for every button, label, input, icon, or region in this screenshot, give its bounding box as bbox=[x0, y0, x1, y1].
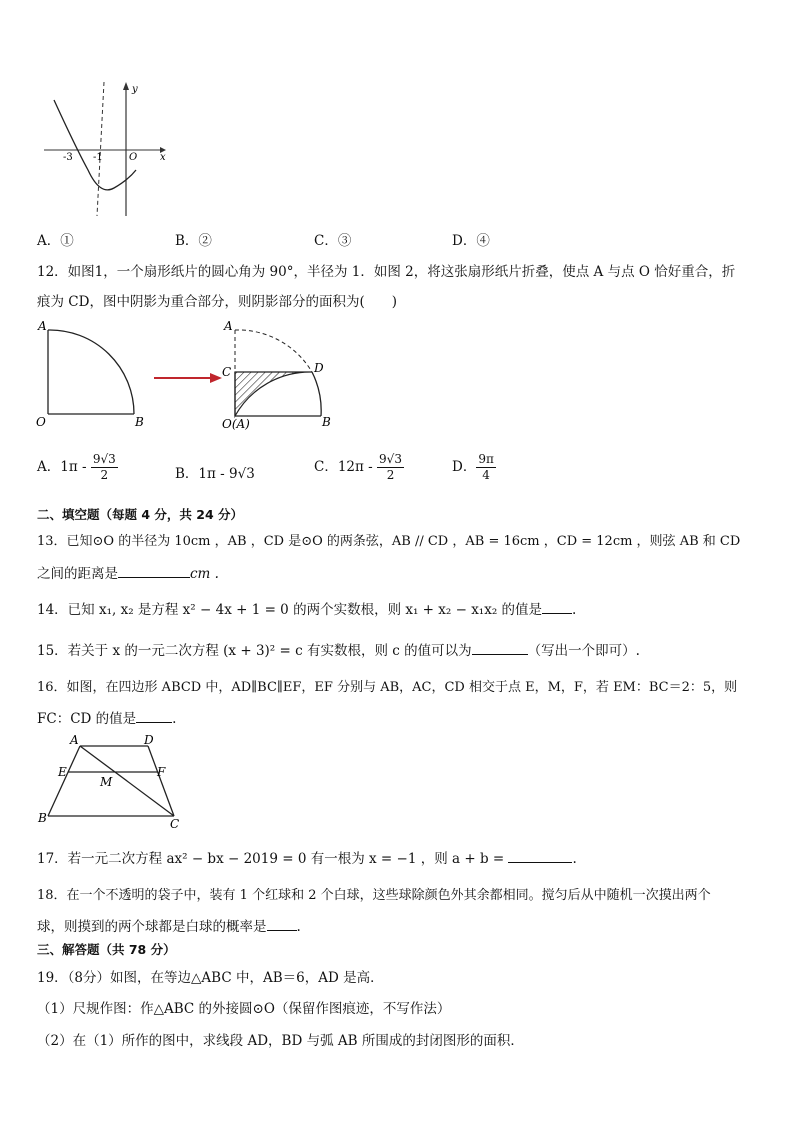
fig-label-a: A bbox=[70, 733, 79, 747]
q16-line1: 16．如图，在四边形 ABCD 中，AD∥BC∥EF，EF 分别与 AB，AC，CD 相交于点 E，M，F，若 EM：BC＝2：5，则 bbox=[37, 680, 738, 695]
q12-line2: 痕为 CD，图中阴影为重合部分，则阴影部分的面积为( ) bbox=[37, 294, 397, 310]
fig1-label-o: O bbox=[36, 415, 46, 429]
q19-line2: （1）尺规作图：作△ABC 的外接圆⊙O（保留作图痕迹，不写作法） bbox=[37, 1001, 451, 1017]
q16-trapezoid-figure bbox=[34, 732, 186, 830]
q14: 14．已知 x₁, x₂ 是方程 x² − 4x + 1 = 0 的两个实数根，则 x₁ + x₂ − x₁x₂ 的值是 . bbox=[37, 602, 577, 618]
q11-parabola-graph bbox=[36, 78, 176, 220]
fig-label-e: E bbox=[58, 765, 67, 779]
section-3-heading: 三、解答题（共 78 分） bbox=[37, 942, 176, 957]
fig-label-b: B bbox=[38, 811, 47, 825]
fig-label-d: D bbox=[144, 733, 154, 747]
q12-option-a: A．1π - $\frac{9√3}{2}$ bbox=[37, 452, 116, 482]
axis-of-symmetry bbox=[97, 82, 104, 216]
fig1-label-a: A bbox=[38, 319, 47, 333]
q18-line1: 18．在一个不透明的袋子中，装有 1 个红球和 2 个白球，这些球除颜色外其余都相同。搅匀后从中随机一次摸出两个 bbox=[37, 888, 711, 903]
fig1-label-b: B bbox=[135, 415, 144, 429]
tick-neg1: -1 bbox=[93, 152, 103, 163]
fig2-label-oa: O(A) bbox=[222, 417, 250, 431]
q12-arrow bbox=[152, 370, 224, 386]
shaded-region bbox=[235, 372, 312, 416]
fig2-label-b: B bbox=[322, 415, 331, 429]
fig-label-m: M bbox=[100, 775, 113, 789]
q17: 17．若一元二次方程 ax² − bx − 2019 = 0 有一根为 x = −1 ，则 a + b = . bbox=[37, 851, 577, 867]
q16-line2: FC：CD 的值是 . bbox=[37, 711, 177, 727]
q11-option-d: D．④ bbox=[452, 233, 490, 249]
origin-label: O bbox=[129, 152, 138, 163]
q19-line1: 19．（8分）如图，在等边△ABC 中，AB＝6，AD 是高． bbox=[37, 970, 384, 986]
section-2-heading: 二、填空题（每题 4 分，共 24 分） bbox=[37, 507, 244, 522]
q19-line3: （2）在（1）所作的图中，求线段 AD，BD 与弧 AB 所围成的封闭图形的面积． bbox=[37, 1033, 524, 1049]
q12-option-b: B．1π - 9√3 bbox=[175, 466, 255, 482]
parabola-curve bbox=[54, 100, 136, 190]
q12-option-c: C．12π - $\frac{9√3}{2}$ bbox=[314, 452, 402, 482]
q18-line2: 球，则摸到的两个球都是白球的概率是 . bbox=[37, 919, 301, 935]
q11-option-a: A．① bbox=[37, 233, 74, 249]
fig2-label-a: A bbox=[224, 319, 233, 333]
x-label: x bbox=[160, 152, 166, 163]
q12-option-d: D． $\frac{9\pi}{4}$ bbox=[452, 452, 494, 482]
q12-figure-2 bbox=[220, 318, 340, 432]
q13-line1: 13．已知⊙O 的半径为 10cm ，AB ，CD 是⊙O 的两条弦，AB // CD ，AB = 16cm ，CD = 12cm ，则弦 AB 和 CD bbox=[37, 534, 741, 549]
fig-label-f: F bbox=[157, 765, 166, 779]
q15: 15．若关于 x 的一元二次方程 (x + 3)² = c 有实数根，则 c 的值可以为 （写出一个即可）. bbox=[37, 643, 640, 659]
q12-figure-1 bbox=[34, 318, 154, 430]
y-label: y bbox=[132, 84, 138, 95]
q11-option-c: C．③ bbox=[314, 233, 352, 249]
q11-option-b: B．② bbox=[175, 233, 212, 249]
fig2-label-d: D bbox=[314, 361, 324, 375]
q13-line2: 之间的距离是 cm . bbox=[37, 566, 219, 582]
tick-neg3: -3 bbox=[63, 152, 73, 163]
fig-label-c: C bbox=[170, 817, 180, 830]
q12-line1: 12．如图1，一个扇形纸片的圆心角为 90°，半径为 1．如图 2，将这张扇形纸片折叠，使点 A 与点 O 恰好重合，折 bbox=[37, 264, 736, 280]
fig2-label-c: C bbox=[222, 365, 232, 379]
